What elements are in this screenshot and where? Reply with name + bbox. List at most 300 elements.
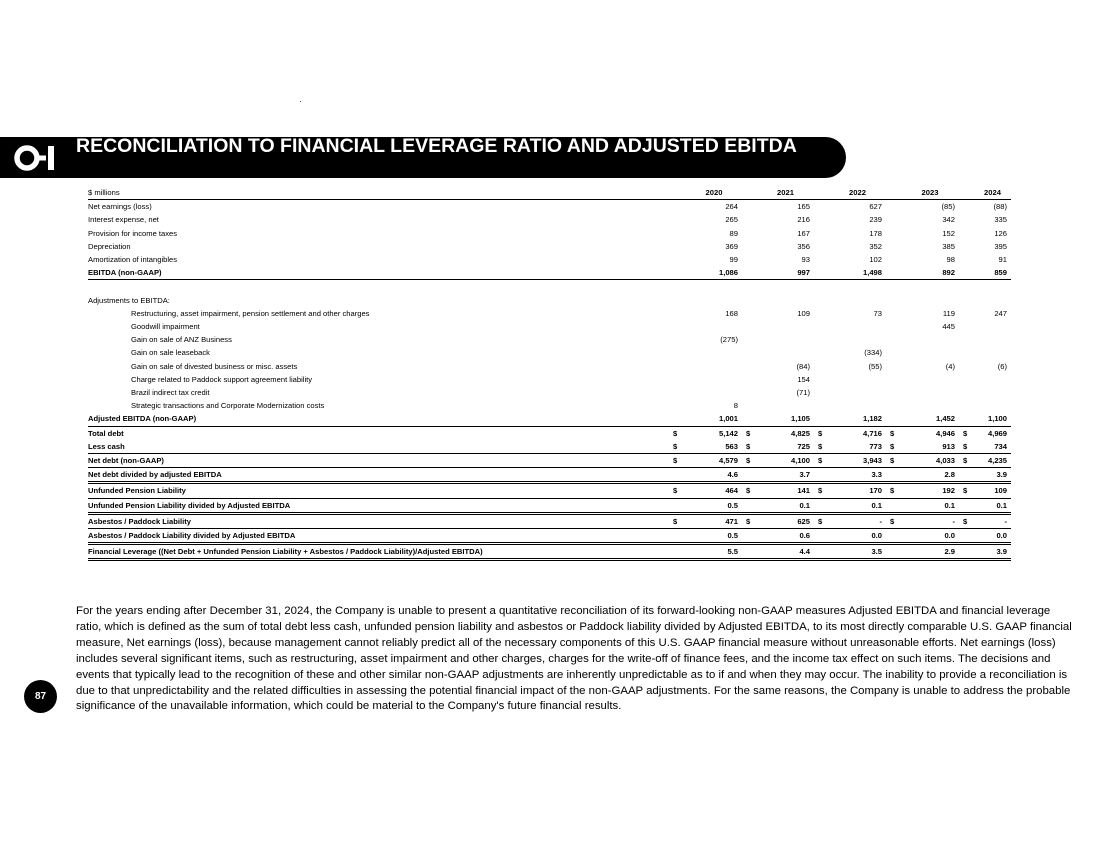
row-label: Gain on sale leaseback — [131, 348, 210, 358]
table-row — [88, 412, 1011, 426]
table-row — [88, 320, 1011, 333]
spacer-cell — [742, 200, 757, 214]
currency-symbol: $ — [959, 483, 974, 498]
row-label: Asbestos / Paddock Liability divided by Adjusted EBITDA — [88, 529, 669, 544]
empty-cell — [974, 294, 1011, 307]
value-cell — [974, 320, 1011, 333]
spacer-cell — [886, 412, 901, 426]
value-cell — [901, 386, 959, 399]
empty-cell — [757, 294, 814, 307]
spacer-cell — [886, 360, 901, 373]
value-cell: 1,182 — [829, 412, 886, 426]
value-cell: 5,142 — [718, 428, 738, 438]
spacer-cell — [742, 412, 757, 426]
spacer-cell — [669, 373, 686, 386]
value-cell — [974, 333, 1011, 346]
value-cell: 395 — [994, 241, 1007, 251]
currency-symbol: $ — [673, 428, 678, 438]
spacer-cell — [669, 213, 686, 226]
value-cell: 3.7 — [757, 468, 814, 483]
table-row — [88, 346, 1011, 359]
spacer-cell — [814, 186, 829, 200]
value-cell: (6) — [997, 361, 1007, 371]
year-header: 2022 — [829, 186, 886, 200]
spacer-cell — [814, 200, 829, 214]
value-cell — [829, 386, 886, 399]
spacer-cell — [669, 544, 686, 560]
row-label: Net debt (non-GAAP) — [88, 454, 669, 468]
spacer-cell — [886, 333, 901, 346]
value-cell — [686, 346, 742, 359]
spacer-cell — [742, 213, 757, 226]
currency-symbol: $ — [669, 440, 686, 454]
value-cell: 725 — [757, 440, 814, 454]
table-row — [88, 213, 1011, 226]
row-label: Unfunded Pension Liability — [88, 483, 669, 498]
currency-symbol: $ — [886, 513, 901, 528]
unit-label: $ millions — [88, 186, 669, 200]
row-label: Less cash — [88, 440, 669, 454]
year-header: 2021 — [757, 186, 814, 200]
value-cell: (4) — [945, 361, 955, 371]
spacer-cell — [886, 307, 901, 320]
currency-symbol: $ — [746, 428, 751, 438]
value-cell: 4,716 — [862, 428, 882, 438]
spacer-cell — [886, 468, 901, 483]
spacer-cell — [669, 186, 686, 200]
value-cell: 4,579 — [686, 454, 742, 468]
value-cell: 154 — [797, 374, 810, 384]
spacer-cell — [886, 544, 901, 560]
value-cell — [974, 373, 1011, 386]
value-cell: 93 — [801, 255, 810, 265]
value-cell: 0.1 — [901, 498, 959, 513]
spacer-cell — [959, 186, 974, 200]
value-cell: 2.9 — [901, 544, 959, 560]
value-cell — [974, 386, 1011, 399]
table-row — [88, 529, 1011, 544]
spacer-row — [88, 280, 1011, 294]
value-cell: 4,825 — [790, 428, 810, 438]
table-row — [88, 266, 1011, 280]
value-cell: 102 — [869, 255, 882, 265]
row-label: Restructuring, asset impairment, pension settlement and other charges — [131, 308, 370, 318]
spacer-cell — [886, 200, 901, 214]
footnote-text: For the years ending after December 31, 2024, the Company is unable to present a quantitative reconciliation of its forward-looking non-GAAP measures Adjusted EBITDA and financial leverage ratio, which is defined as the sum of total debt less cash, unfunded pension liability and asbestos or Paddock liability divided by Adjusted EBITDA, to its most directly comparable U.S. GAAP financial measure, Net earnings (loss), because management cannot reliably predict all of the necessary components of this U.S. GAAP financial measure without unreasonable efforts. Net earnings (loss) includes several significant items, such as restructuring, asset impairment and other charges, charges for the write-off of finance fees, and the income tax effect on such items. The decisions and events that typically lead to the recognition of these and other similar non-GAAP adjustments are inherently unpredictable as to if and when they may occur. The inability to provide a reconciliation is due to that unpredictability and the related difficulties in assessing the potential financial impact of the non-GAAP adjustments. For the same reasons, the Company is unable to address the probable significance of the unavailable information, which could be material to the Company's future financial results. — [76, 605, 1072, 713]
value-cell: 265 — [725, 215, 738, 225]
value-cell: - — [829, 513, 886, 528]
page-title: RECONCILIATION TO FINANCIAL LEVERAGE RATIO AND ADJUSTED EBITDA — [76, 135, 797, 157]
value-cell: 167 — [797, 228, 810, 238]
value-cell: 385 — [942, 241, 955, 251]
spacer-cell — [669, 468, 686, 483]
spacer-cell — [959, 266, 974, 280]
value-cell: 627 — [869, 202, 882, 212]
spacer-cell — [742, 186, 757, 200]
value-cell: 141 — [757, 483, 814, 498]
value-cell: 0.0 — [901, 529, 959, 544]
spacer-cell — [669, 498, 686, 513]
spacer-cell — [959, 320, 974, 333]
table-row — [88, 227, 1011, 240]
table-row — [88, 253, 1011, 266]
value-cell: 3.9 — [974, 544, 1011, 560]
value-cell: 0.1 — [829, 498, 886, 513]
value-cell — [974, 399, 1011, 412]
value-cell — [757, 333, 814, 346]
value-cell: 165 — [797, 202, 810, 212]
table-row — [88, 333, 1011, 346]
spacer-cell — [886, 320, 901, 333]
row-label: Net debt divided by adjusted EBITDA — [88, 468, 669, 483]
table-row — [88, 513, 1011, 528]
value-cell: 98 — [946, 255, 955, 265]
spacer-cell — [959, 227, 974, 240]
table-header-row — [88, 186, 1011, 200]
table-row — [88, 498, 1011, 513]
value-cell: 126 — [994, 228, 1007, 238]
table-row — [88, 468, 1011, 483]
spacer-cell — [959, 294, 974, 307]
spacer-cell — [886, 213, 901, 226]
value-cell: 997 — [757, 266, 814, 280]
spacer-cell — [886, 399, 901, 412]
value-cell — [757, 399, 814, 412]
spacer-cell — [959, 386, 974, 399]
value-cell: (275) — [720, 335, 738, 345]
spacer-cell — [742, 529, 757, 544]
row-label: Total debt — [88, 428, 124, 438]
spacer-cell — [669, 294, 686, 307]
value-cell: 0.5 — [686, 498, 742, 513]
spacer-cell — [669, 227, 686, 240]
value-cell: 3.5 — [829, 544, 886, 560]
value-cell: 99 — [729, 255, 738, 265]
spacer-cell — [669, 253, 686, 266]
currency-symbol: $ — [814, 513, 829, 528]
row-label: Adjusted EBITDA (non-GAAP) — [88, 412, 669, 426]
currency-symbol: $ — [669, 513, 686, 528]
value-cell: 4,235 — [974, 454, 1011, 468]
value-cell: 91 — [998, 255, 1007, 265]
spacer-cell — [742, 240, 757, 253]
spacer-cell — [959, 529, 974, 544]
row-label: Unfunded Pension Liability divided by Adjusted EBITDA — [88, 498, 669, 513]
spacer-cell — [814, 266, 829, 280]
spacer-cell — [814, 529, 829, 544]
value-cell: 4.6 — [686, 468, 742, 483]
spacer-cell — [669, 320, 686, 333]
value-cell — [829, 399, 886, 412]
spacer-cell — [669, 200, 686, 214]
spacer-cell — [959, 240, 974, 253]
spacer-cell — [669, 386, 686, 399]
currency-symbol: $ — [886, 454, 901, 468]
spacer-cell — [814, 307, 829, 320]
value-cell: 445 — [942, 322, 955, 332]
value-cell: 264 — [725, 202, 738, 212]
value-cell: (88) — [993, 202, 1007, 212]
currency-symbol: $ — [959, 454, 974, 468]
spacer-cell — [959, 213, 974, 226]
spacer-cell — [959, 412, 974, 426]
spacer-cell — [669, 240, 686, 253]
value-cell: 109 — [974, 483, 1011, 498]
row-label: Net earnings (loss) — [88, 202, 152, 212]
value-cell: 178 — [869, 228, 882, 238]
spacer-cell — [814, 227, 829, 240]
value-cell — [686, 360, 742, 373]
value-cell — [686, 386, 742, 399]
value-cell: 216 — [797, 215, 810, 225]
spacer-cell — [669, 412, 686, 426]
table-row — [88, 386, 1011, 399]
row-label: Adjustments to EBITDA: — [88, 295, 170, 305]
currency-symbol: $ — [886, 440, 901, 454]
value-cell: 1,086 — [686, 266, 742, 280]
currency-symbol: $ — [963, 428, 968, 438]
spacer-cell — [742, 373, 757, 386]
row-label: Amortization of intangibles — [88, 255, 178, 265]
row-label: Gain on sale of divested business or misc. assets — [131, 361, 298, 371]
year-header: 2024 — [974, 186, 1011, 200]
spacer-cell — [742, 468, 757, 483]
value-cell — [901, 399, 959, 412]
table-row — [88, 544, 1011, 560]
spacer-cell — [742, 294, 757, 307]
row-label: Strategic transactions and Corporate Modernization costs — [131, 401, 325, 411]
value-cell: 464 — [686, 483, 742, 498]
empty-cell — [901, 294, 959, 307]
currency-symbol: $ — [742, 483, 757, 498]
row-label: Provision for income taxes — [88, 228, 178, 238]
spacer-cell — [886, 373, 901, 386]
value-cell: 0.1 — [974, 498, 1011, 513]
value-cell — [829, 373, 886, 386]
spacer-cell — [742, 227, 757, 240]
table-row — [88, 399, 1011, 412]
spacer-cell — [886, 346, 901, 359]
spacer-cell — [959, 373, 974, 386]
year-header: 2023 — [901, 186, 959, 200]
spacer-cell — [959, 360, 974, 373]
spacer-cell — [959, 346, 974, 359]
spacer-cell — [959, 333, 974, 346]
value-cell: 563 — [686, 440, 742, 454]
spacer-cell — [669, 333, 686, 346]
spacer-cell — [814, 294, 829, 307]
value-cell: 168 — [725, 308, 738, 318]
spacer-cell — [669, 266, 686, 280]
value-cell: 152 — [942, 228, 955, 238]
value-cell — [901, 333, 959, 346]
spacer-cell — [742, 498, 757, 513]
spacer-cell — [742, 386, 757, 399]
value-cell: 773 — [829, 440, 886, 454]
value-cell: 4,100 — [757, 454, 814, 468]
value-cell: 4,946 — [935, 428, 955, 438]
currency-symbol: $ — [959, 513, 974, 528]
spacer-cell — [959, 468, 974, 483]
value-cell — [901, 346, 959, 359]
spacer-cell — [669, 360, 686, 373]
value-cell: 192 — [901, 483, 959, 498]
stray-dot — [300, 101, 301, 102]
currency-symbol: $ — [814, 483, 829, 498]
spacer-cell — [959, 544, 974, 560]
row-label: Financial Leverage ((Net Debt + Unfunded Pension Liability + Asbestos / Paddock Liability)/Adjusted EBITDA) — [88, 544, 669, 560]
value-cell: 369 — [725, 241, 738, 251]
spacer-cell — [814, 544, 829, 560]
value-cell: 5.5 — [686, 544, 742, 560]
spacer-cell — [742, 333, 757, 346]
value-cell: 4,033 — [901, 454, 959, 468]
currency-symbol: $ — [669, 483, 686, 498]
spacer-cell — [814, 240, 829, 253]
spacer-cell — [959, 498, 974, 513]
currency-symbol: $ — [669, 454, 686, 468]
spacer-cell — [959, 253, 974, 266]
value-cell: 1,105 — [757, 412, 814, 426]
financial-table — [88, 186, 1011, 561]
value-cell: 734 — [974, 440, 1011, 454]
year-header: 2020 — [686, 186, 742, 200]
value-cell: (71) — [796, 388, 810, 398]
spacer-cell — [742, 320, 757, 333]
value-cell: 239 — [869, 215, 882, 225]
spacer-cell — [959, 399, 974, 412]
currency-symbol: $ — [959, 440, 974, 454]
row-label: Goodwill impairment — [131, 322, 200, 332]
table-row — [88, 360, 1011, 373]
spacer-cell — [886, 253, 901, 266]
value-cell: (85) — [941, 202, 955, 212]
spacer-cell — [886, 266, 901, 280]
value-cell: 2.8 — [901, 468, 959, 483]
empty-cell — [686, 294, 742, 307]
spacer-cell — [886, 386, 901, 399]
spacer-cell — [814, 360, 829, 373]
table-row — [88, 307, 1011, 320]
value-cell: 1,498 — [829, 266, 886, 280]
value-cell — [757, 320, 814, 333]
spacer-cell — [742, 253, 757, 266]
value-cell: 4,969 — [987, 428, 1007, 438]
value-cell: 356 — [797, 241, 810, 251]
value-cell — [686, 373, 742, 386]
currency-symbol: $ — [814, 454, 829, 468]
spacer-cell — [742, 399, 757, 412]
table-row — [88, 200, 1011, 214]
spacer-cell — [814, 333, 829, 346]
currency-symbol: $ — [890, 428, 895, 438]
value-cell: 89 — [729, 228, 738, 238]
spacer-cell — [814, 468, 829, 483]
value-cell — [829, 333, 886, 346]
spacer-cell — [959, 307, 974, 320]
value-cell — [757, 346, 814, 359]
spacer-cell — [742, 544, 757, 560]
table-row — [88, 240, 1011, 253]
value-cell: 4.4 — [757, 544, 814, 560]
spacer-cell — [669, 399, 686, 412]
spacer-cell — [742, 266, 757, 280]
spacer-cell — [959, 200, 974, 214]
value-cell — [686, 320, 742, 333]
value-cell — [974, 346, 1011, 359]
spacer-cell — [742, 360, 757, 373]
page-number-badge: 87 — [24, 680, 57, 713]
currency-symbol: $ — [814, 440, 829, 454]
value-cell: 3,943 — [829, 454, 886, 468]
spacer-cell — [814, 412, 829, 426]
value-cell: - — [974, 513, 1011, 528]
spacer-cell — [886, 227, 901, 240]
value-cell: 247 — [994, 308, 1007, 318]
empty-cell — [829, 294, 886, 307]
table-row — [88, 483, 1011, 498]
value-cell: 913 — [901, 440, 959, 454]
value-cell: (334) — [864, 348, 882, 358]
spacer-cell — [669, 529, 686, 544]
value-cell — [901, 373, 959, 386]
value-cell: 1,001 — [686, 412, 742, 426]
spacer-cell — [814, 373, 829, 386]
table-row — [88, 426, 1011, 440]
value-cell: 1,452 — [901, 412, 959, 426]
row-label: Interest expense, net — [88, 215, 159, 225]
spacer-cell — [814, 320, 829, 333]
value-cell: 3.9 — [974, 468, 1011, 483]
table-row — [88, 294, 1011, 307]
spacer-cell — [886, 529, 901, 544]
table-row — [88, 373, 1011, 386]
spacer-cell — [886, 498, 901, 513]
oi-logo-icon — [14, 141, 59, 175]
currency-symbol: $ — [742, 440, 757, 454]
spacer-cell — [669, 346, 686, 359]
row-label: Charge related to Paddock support agreement liability — [131, 374, 313, 384]
value-cell: - — [901, 513, 959, 528]
row-label: Asbestos / Paddock Liability — [88, 513, 669, 528]
value-cell: 335 — [994, 215, 1007, 225]
value-cell: 352 — [869, 241, 882, 251]
spacer-cell — [669, 307, 686, 320]
value-cell: 0.0 — [829, 529, 886, 544]
table-row — [88, 440, 1011, 454]
value-cell: 170 — [829, 483, 886, 498]
value-cell: 3.3 — [829, 468, 886, 483]
spacer-cell — [886, 186, 901, 200]
value-cell: 0.0 — [974, 529, 1011, 544]
spacer-cell — [814, 386, 829, 399]
value-cell: (55) — [868, 361, 882, 371]
value-cell: 119 — [942, 308, 955, 318]
value-cell — [829, 320, 886, 333]
table-row — [88, 454, 1011, 468]
value-cell: 859 — [974, 266, 1011, 280]
value-cell: 892 — [901, 266, 959, 280]
spacer-cell — [814, 399, 829, 412]
spacer-cell — [886, 240, 901, 253]
value-cell: 0.5 — [686, 529, 742, 544]
value-cell: 1,100 — [974, 412, 1011, 426]
currency-symbol: $ — [742, 454, 757, 468]
row-label: Brazil indirect tax credit — [131, 388, 210, 398]
row-label: Depreciation — [88, 241, 131, 251]
spacer-cell — [814, 346, 829, 359]
value-cell: 73 — [873, 308, 882, 318]
